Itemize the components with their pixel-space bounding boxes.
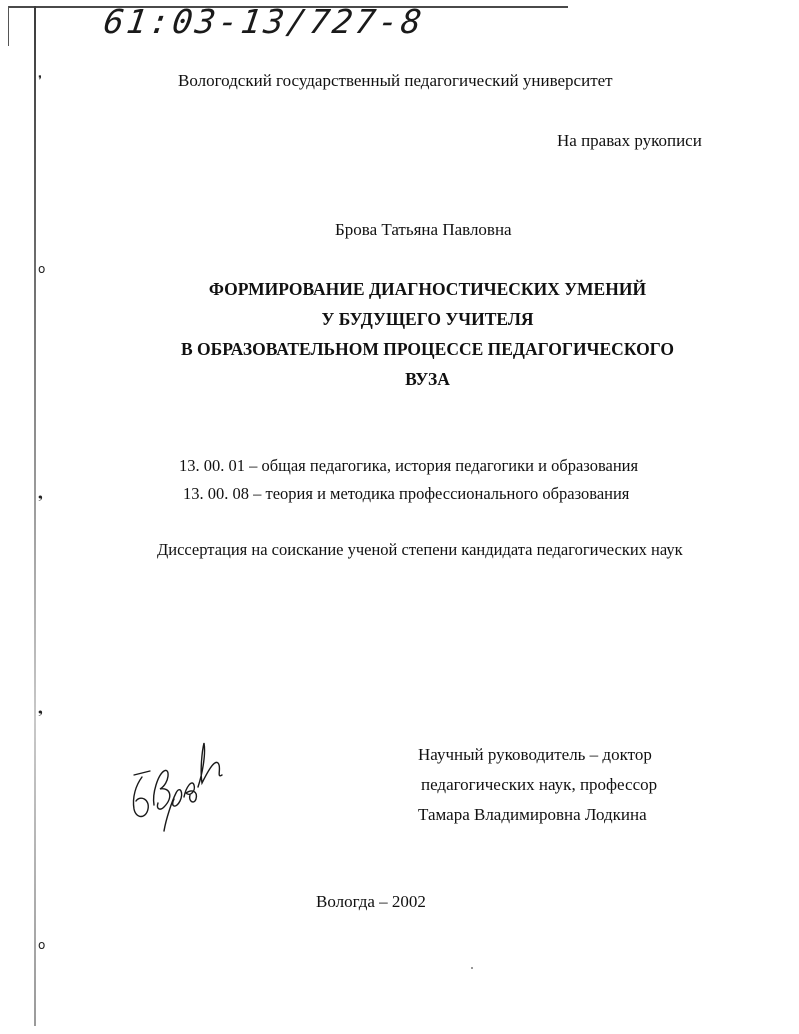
handwritten-catalog-number: 61:03-13/727-8 bbox=[101, 2, 427, 41]
dissertation-statement: Диссертация на соискание ученой степени кандидата педагогических наук bbox=[157, 540, 683, 559]
author-name: Брова Татьяна Павловна bbox=[335, 220, 512, 239]
title-line: ФОРМИРОВАНИЕ ДИАГНОСТИЧЕСКИХ УМЕНИЙ bbox=[208, 279, 647, 299]
title-line: В ОБРАЗОВАТЕЛЬНОМ ПРОЦЕССЕ ПЕДАГОГИЧЕСКОГО bbox=[180, 339, 674, 359]
author-signature bbox=[118, 735, 238, 835]
binding-mark: ❜ bbox=[38, 73, 42, 87]
city-year: Вологда – 2002 bbox=[316, 892, 426, 911]
scan-edge-corner bbox=[8, 6, 9, 46]
specialty-code: 13. 00. 08 – теория и методика профессионального образования bbox=[183, 484, 630, 503]
manuscript-rights: На правах рукописи bbox=[557, 131, 702, 150]
supervisor-line: педагогических наук, профессор bbox=[421, 775, 658, 794]
binding-mark: o bbox=[38, 938, 46, 952]
university-name: Вологодский государственный педагогический университет bbox=[178, 71, 613, 90]
scan-speck bbox=[471, 967, 473, 969]
title-line: У БУДУЩЕГО УЧИТЕЛЯ bbox=[321, 309, 534, 329]
specialty-code: 13. 00. 01 – общая педагогика, история педагогики и образования bbox=[179, 456, 639, 475]
binding-mark: ❟ bbox=[38, 487, 43, 501]
title-line: ВУЗА bbox=[405, 369, 450, 389]
supervisor-line: Тамара Владимировна Лодкина bbox=[418, 805, 647, 824]
binding-mark: ❟ bbox=[38, 702, 43, 716]
scan-edge-left bbox=[34, 6, 36, 1026]
supervisor-line: Научный руководитель – доктор bbox=[418, 745, 652, 764]
binding-mark: o bbox=[38, 262, 46, 276]
